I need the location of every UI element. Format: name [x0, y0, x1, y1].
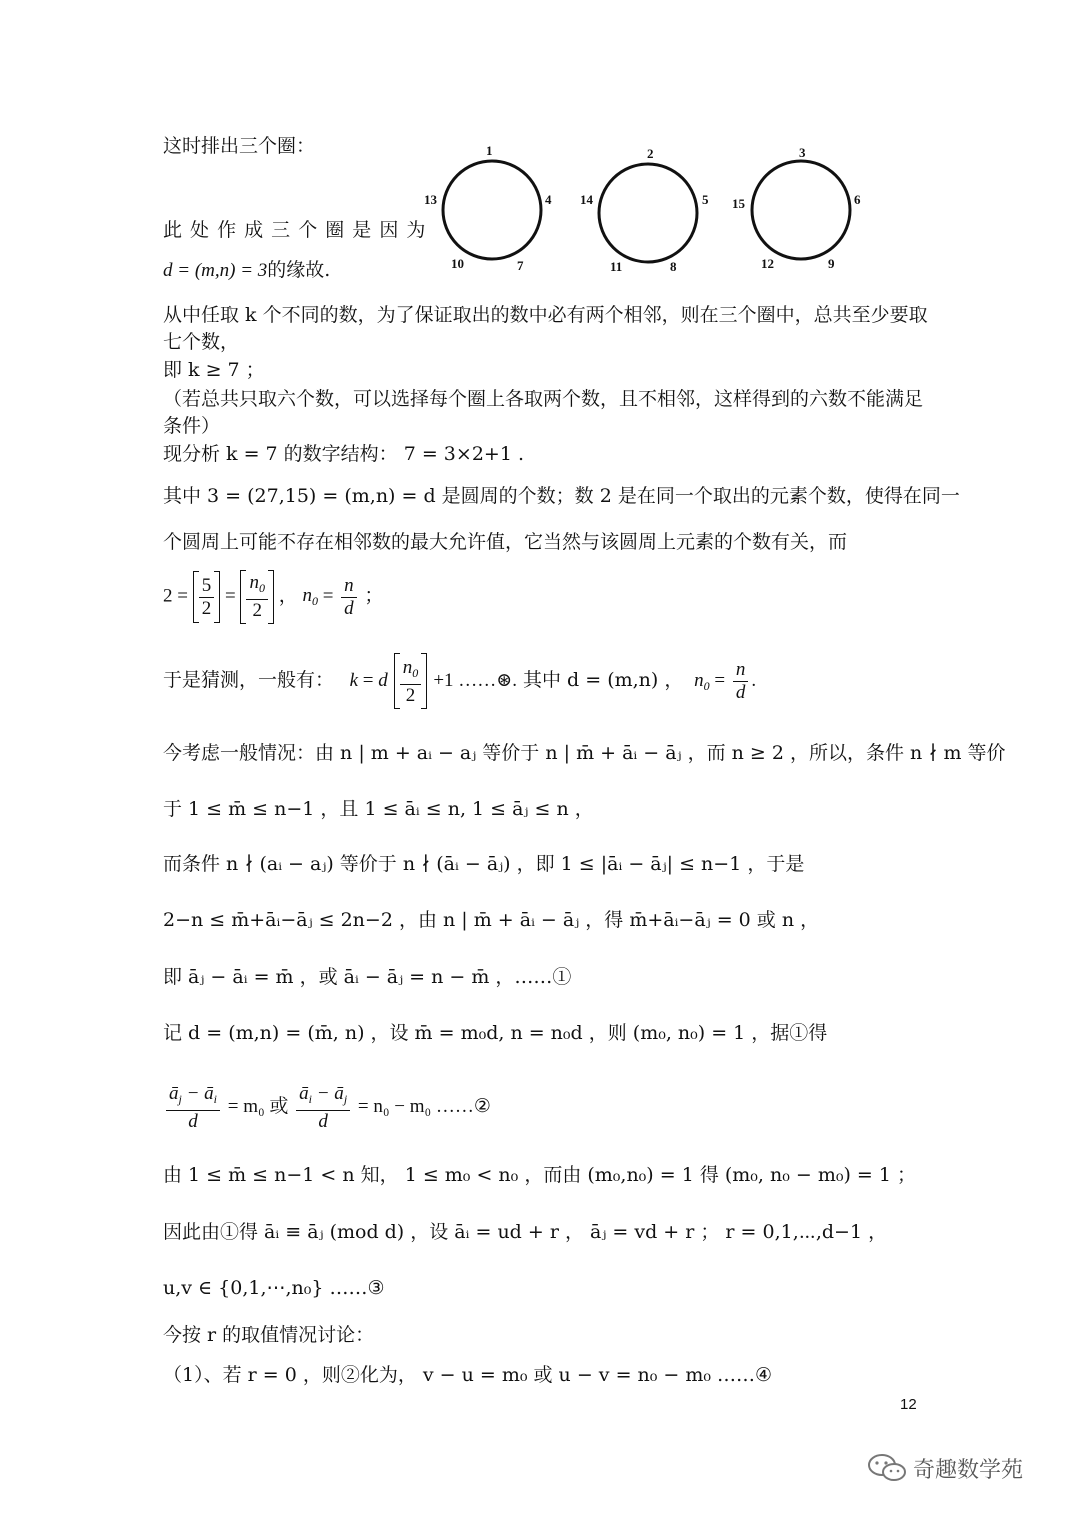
- text-line-2: 此 处 作 成 三 个 圈 是 因 为: [163, 219, 427, 241]
- text-line-13-post: 其中 d = (m,n) ，: [523, 669, 684, 691]
- text-line-6: 即 k ≥ 7 ；: [163, 359, 265, 381]
- text-line-4: 从中任取 k 个不同的数，为了保证取出的数中必有两个相邻，则在三个圈中，总共至少要取: [163, 304, 928, 326]
- fraction-n0-2-b: $\frac{n_0}{2}$: [400, 657, 422, 707]
- fraction-n-d: $\frac{n}{d}$: [341, 575, 357, 620]
- circle-3-left: 15: [732, 196, 745, 211]
- text-line-13-pre: 于是猜测，一般有：: [163, 669, 335, 691]
- circle-2: [580, 146, 709, 274]
- watermark: [867, 1452, 1023, 1484]
- circle-3-right: 6: [854, 192, 861, 207]
- text-line-3: [163, 258, 330, 283]
- text-line-10: 其中 3 = (27,15) = (m,n) = d 是圆周的个数；数 2 是在同一个取出的元素个数，使得在同一: [163, 485, 960, 507]
- text-line-23: u,v ∈ {0,1,⋯,n₀} ……③: [163, 1277, 385, 1299]
- text-line-8: 条件）: [163, 415, 221, 437]
- text-line-5: 七个数，: [163, 331, 240, 353]
- gcd-equation: d = (m,n) = 3: [163, 260, 268, 281]
- text-line-22: 因此由①得 āᵢ ≡ āⱼ (mod d) ，设 āᵢ = ud + r ， āⱼ = vd + r ； r = 0,1,⋯,d−1 ，: [163, 1221, 888, 1243]
- circle-3-bottom-right: 9: [828, 256, 835, 271]
- text-line-20-end: = n₀ − m₀ ……②: [357, 1096, 491, 1117]
- circle-1-bottom-left: 10: [451, 256, 464, 271]
- text-line-24: 今按 r 的取值情况讨论：: [163, 1324, 375, 1346]
- wechat-icon: [867, 1452, 907, 1484]
- watermark-text: 奇趣数学苑: [913, 1457, 1024, 1483]
- text-line-17: 2−n ≤ m̄+āᵢ−āⱼ ≤ 2n−2 ，由 n | m̄ + āᵢ − āⱼ ，得 m̄+āᵢ−āⱼ = 0 或 n ，: [163, 909, 820, 931]
- text-line-9: 现分析 k = 7 的数字结构： 7 = 3×2+1 .: [163, 443, 524, 465]
- text-line-19: 记 d = (m,n) = (m̄, n) ，设 m̄ = m₀d, n = n₀d ，则 (m₀, n₀) = 1 ，据①得: [163, 1022, 828, 1044]
- text-line-11: 个圆周上可能不存在相邻数的最大允许值，它当然与该圆周上元素的个数有关，而: [163, 531, 848, 553]
- text-line-7: （若总共只取六个数，可以选择每个圈上各取两个数，且不相邻，这样得到的六数不能满足: [163, 388, 924, 410]
- circle-2-left: 14: [580, 192, 593, 207]
- circle-2-right: 5: [702, 192, 709, 207]
- circle-2-bottom-right: 8: [670, 259, 677, 274]
- circle-2-top: 2: [647, 146, 654, 161]
- text-line-20: [163, 1078, 491, 1136]
- text-line-21: 由 1 ≤ m̄ ≤ n−1 < n 知， 1 ≤ m₀ < n₀ ，而由 (m₀,n₀) = 1 得 (m₀, n₀ − m₀) = 1 ；: [163, 1164, 917, 1186]
- fraction-ai-aj-d: $\frac{ā_i - ā_j}{d}$: [296, 1083, 350, 1133]
- text-line-16: 而条件 n ∤ (aᵢ − aⱼ) 等价于 n ∤ (āᵢ − āⱼ) ，即 1 ≤ |āᵢ − āⱼ| ≤ n−1 ，于是: [163, 853, 805, 875]
- circle-1-bottom-right: 7: [517, 258, 524, 273]
- circle-1-left: 13: [424, 192, 437, 207]
- text-line-25: （1）、若 r = 0 ，则②化为， v − u = m₀ 或 u − v = n₀ − m₀ ……④: [163, 1364, 773, 1386]
- circle-3: [732, 145, 861, 271]
- circle-3-bottom-left: 12: [761, 256, 774, 271]
- text-line-3-tail: 的缘故.: [267, 259, 331, 281]
- fraction-5-2: $\frac{5}{2}$: [199, 575, 215, 620]
- circle-1: [424, 143, 552, 273]
- circle-1-top: 1: [486, 143, 493, 158]
- fraction-aj-ai-d: $\frac{ā_j - ā_i}{d}$: [166, 1083, 220, 1133]
- text-line-13: 于是猜测，一般有： k = d $\frac{n_0}{2}$ +1 ……⊛. 其中 d = (m,n) ， $n_0$ = $\frac{n}{d}$ .: [163, 653, 756, 712]
- page-number: 12: [900, 1396, 917, 1413]
- text-line-12: 2 = $\frac{5}{2}$ = $\frac{n_0}{2}$ ， $n_0$ = $\frac{n}{d}$ ；: [163, 570, 383, 625]
- circle-1-right: 4: [545, 192, 552, 207]
- text-line-15: 于 1 ≤ m̄ ≤ n−1 ，且 1 ≤ āᵢ ≤ n, 1 ≤ āⱼ ≤ n ，: [163, 798, 594, 820]
- text-line-18: 即 āⱼ − āᵢ = m̄ ，或 āᵢ − āⱼ = n − m̄ ，……①: [163, 966, 572, 988]
- three-circles-diagram: [415, 140, 865, 280]
- text-line-1: 这时排出三个圈：: [163, 135, 316, 157]
- fraction-n0-2: $\frac{n_0}{2}$: [246, 572, 268, 622]
- text-line-20-mid: = m₀ 或: [227, 1096, 289, 1117]
- circle-3-top: 3: [799, 145, 806, 160]
- text-line-14: 今考虑一般情况：由 n | m + aᵢ − aⱼ 等价于 n | m̄ + āᵢ − āⱼ ，而 n ≥ 2 ，所以，条件 n ∤ m 等价: [163, 742, 1006, 764]
- circle-2-bottom-left: 11: [610, 259, 623, 274]
